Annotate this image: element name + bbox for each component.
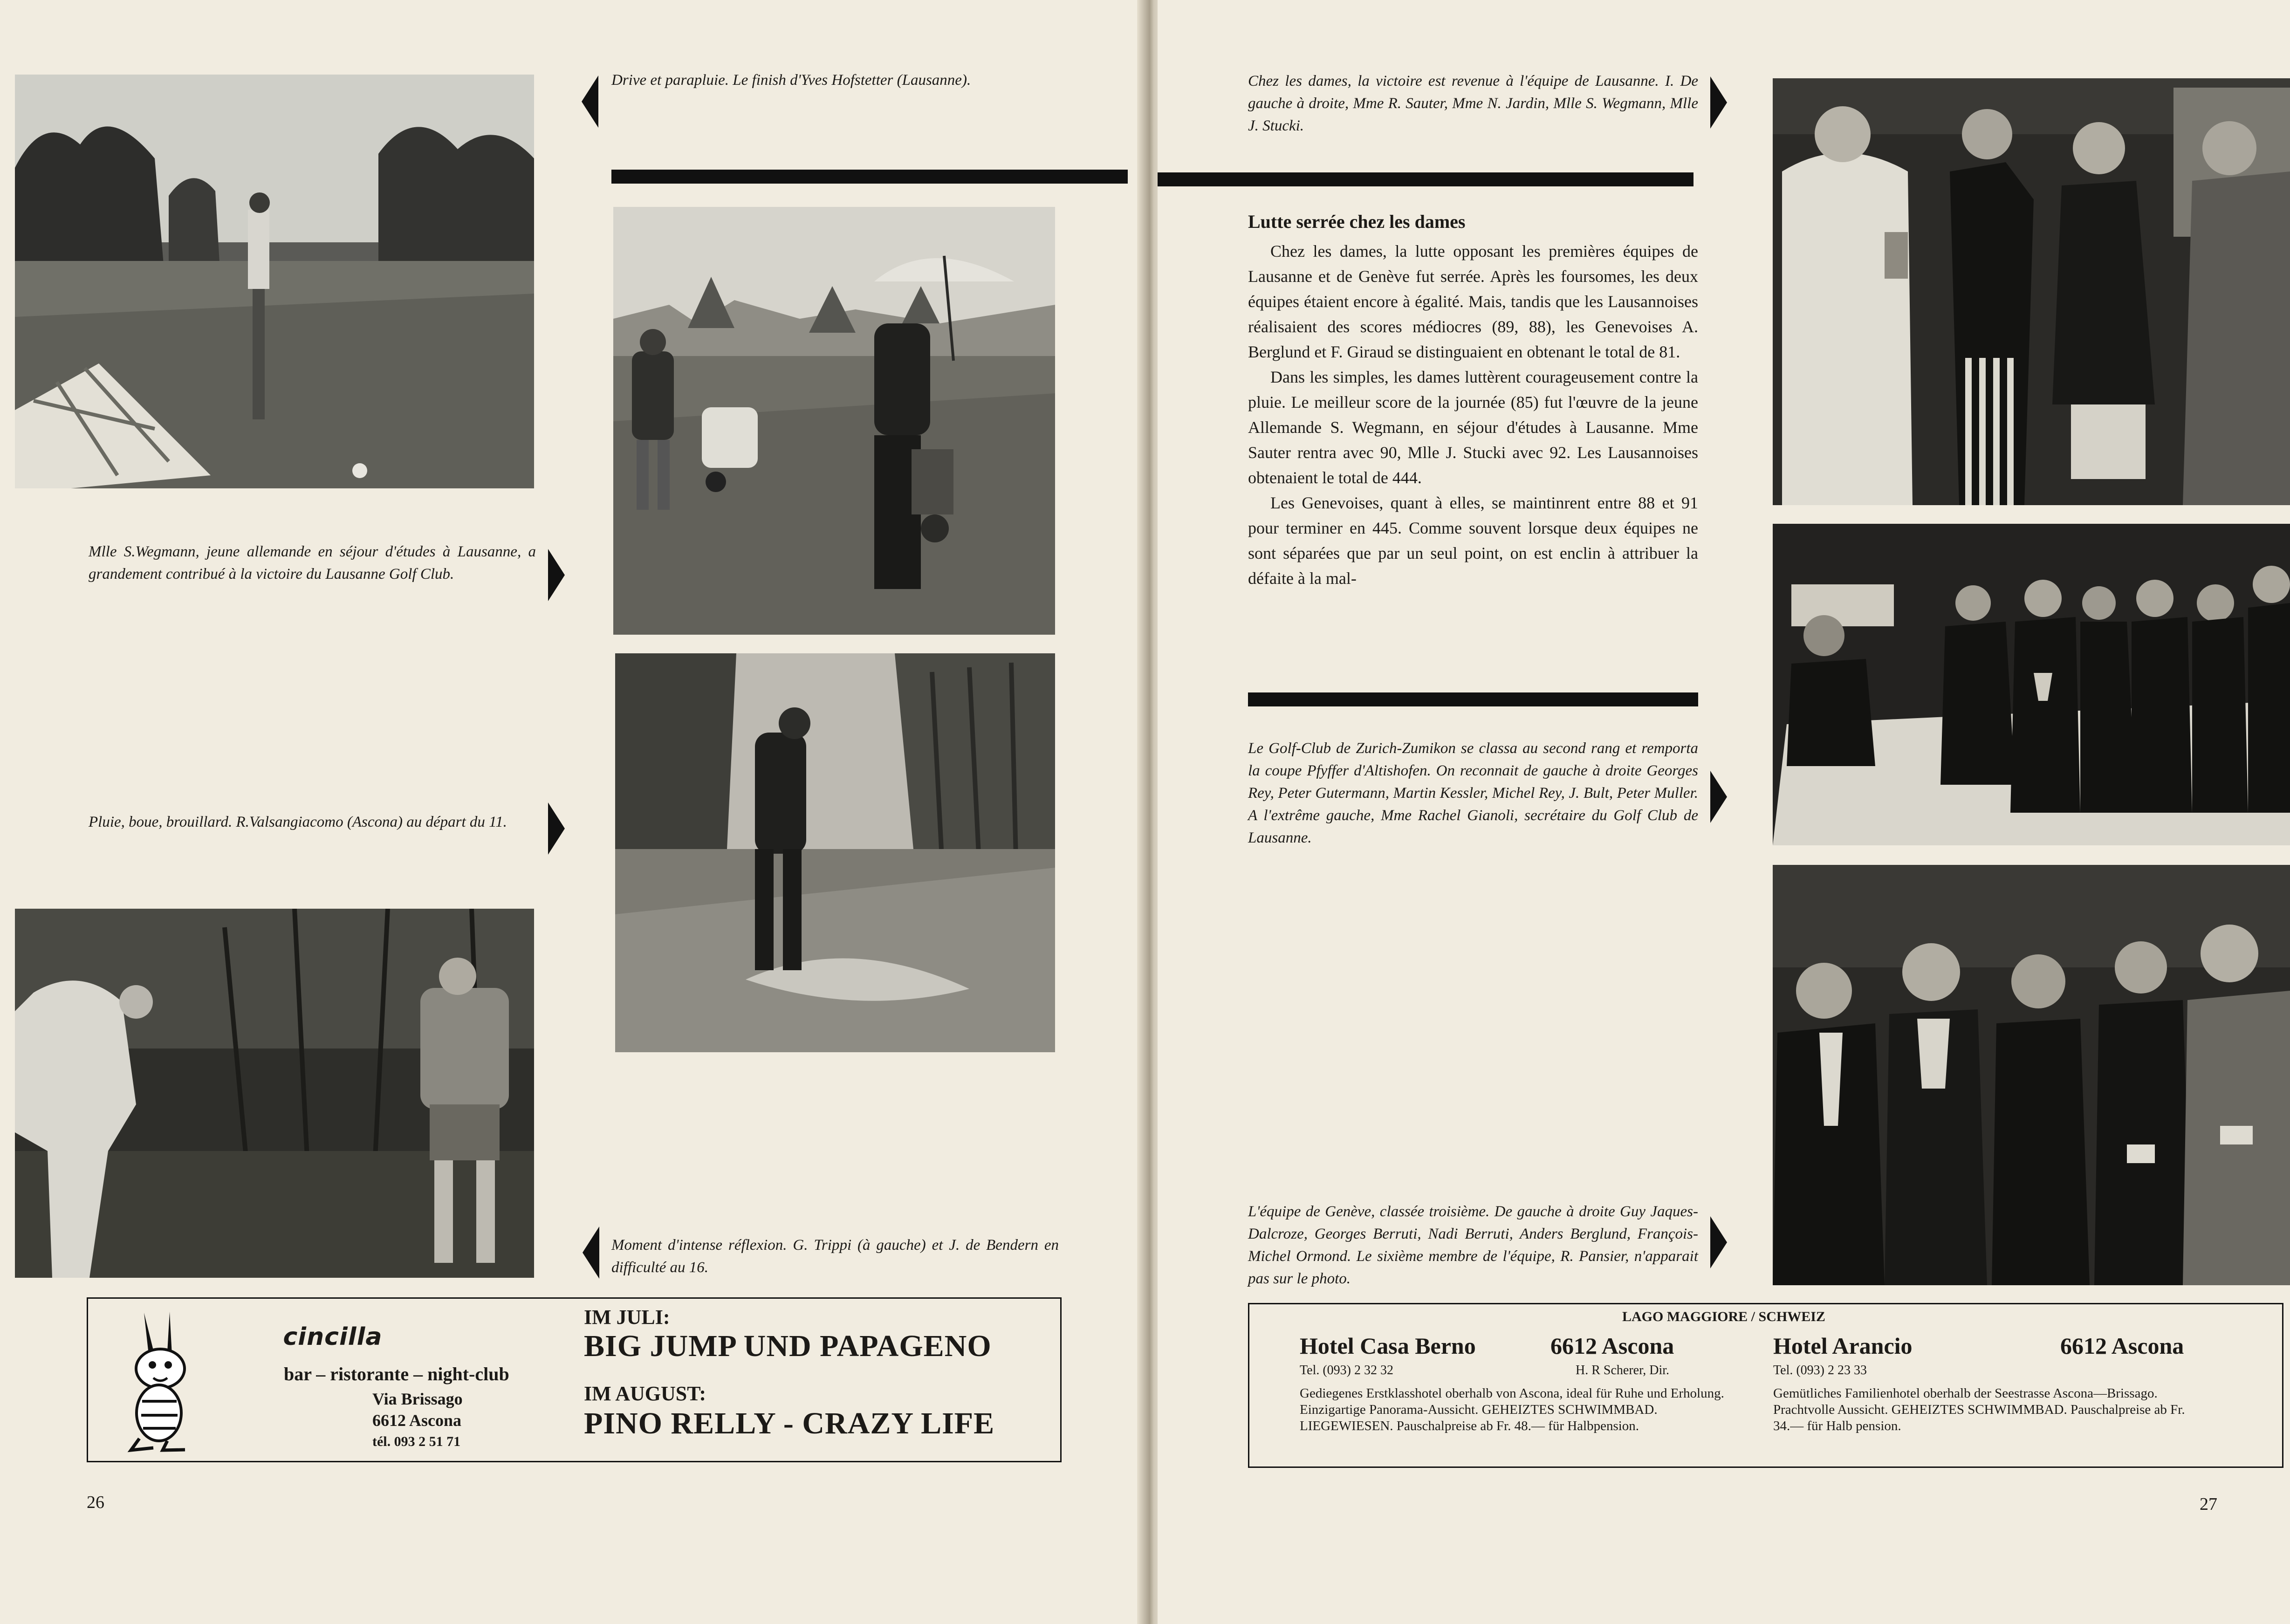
ad-cincilla <box>87 1297 1062 1462</box>
photo-golfer-umbrella <box>15 75 534 488</box>
rule-bar <box>1248 692 1698 706</box>
ad-region: LAGO MAGGIORE / SCHWEIZ <box>1622 1309 1825 1324</box>
caption-hofstetter: Drive et parapluie. Le finish d'Yves Hofstetter (Lausanne). <box>611 72 971 89</box>
hotel1-name: Hotel Casa Berno <box>1300 1333 1476 1359</box>
photo-geneve-team <box>1773 865 2290 1285</box>
caption-wegmann: Mlle S.Wegmann, jeune allemande en séjour d'études à Lausanne, a grandement contribué à la victoire du Lausanne Golf Club. <box>89 543 536 582</box>
july-act: BIG JUMP UND PAPAGENO <box>584 1329 992 1363</box>
photo-zurich-team <box>1773 524 2290 845</box>
article-title: Lutte serrée chez les dames <box>1248 211 1466 232</box>
page-number-left: 26 <box>87 1493 104 1512</box>
hotel2-city: 6612 Ascona <box>2060 1333 2184 1359</box>
caption-geneve: L'équipe de Genève, classée troisième. De gauche à droite Guy Jaques-Dalcroze, Georges Berruti, Nadi Berruti, Anders Berglund, François-Michel Ormond. Le sixième membre de l'équipe, R. Pansier, n'apparait pas sur le photo. <box>1248 1203 1698 1287</box>
page-right <box>1158 0 2290 1624</box>
hotel2-tel: Tel. (093) 2 23 33 <box>1773 1363 1867 1377</box>
article-paragraph: Les Genevoises, quant à elles, se maintinrent entre 88 et 91 pour terminer en 445. Comme souvent lorsque deux équipes ne sont séparées que par un seul point, on est enclin à attribuer la défaite à la mal- <box>1248 493 1698 588</box>
article-body <box>1248 239 1698 591</box>
august-label: IM AUGUST: <box>584 1382 706 1405</box>
caption-arrow-left <box>582 75 598 128</box>
page-number-right: 27 <box>2200 1494 2217 1514</box>
caption-arrow-right <box>1710 1216 1727 1268</box>
cincilla-city: 6612 Ascona <box>372 1411 462 1430</box>
hotel1-text: Gediegenes Erstklasshotel oberhalb von Ascona, ideal für Ruhe und Erholung. Einzigartige Panorama-Aussicht. GEHEIZTES SCHWIMMBAD. LIEGEWIESEN. Pauschalpreise ab Fr. 48.— für Halbpension. <box>1300 1386 1724 1433</box>
hotel1-tel: Tel. (093) 2 32 32 <box>1300 1363 1394 1377</box>
caption-dames-victoire: Chez les dames, la victoire est revenue à l'équipe de Lausanne. I. De gauche à droite, Mme R. Sauter, Mme N. Jardin, Mlle S. Wegmann, Mlle J. Stucki. <box>1248 73 1698 134</box>
august-act: PINO RELLY - CRAZY LIFE <box>584 1406 995 1440</box>
caption-arrow-right <box>1710 76 1727 129</box>
caption-reflexion: Moment d'intense réflexion. G. Trippi (à gauche) et J. de Bendern en difficulté au 16. <box>611 1237 1059 1276</box>
caption-arrow-left <box>583 1227 599 1279</box>
caption-valsangiacomo: Pluie, boue, brouillard. R.Valsangiacomo (Ascona) au départ du 11. <box>89 814 507 830</box>
photo-lausanne-ladies <box>1773 78 2290 505</box>
caption-arrow-right <box>548 802 565 855</box>
hotel2-text: Gemütliches Familienhotel oberhalb der Seestrasse Ascona—Brissago. Prachtvolle Aussicht. GEHEIZTES SCHWIMMBAD. Pauschalpreise ab Fr. 34.— für Halb pension. <box>1773 1386 2185 1433</box>
article-paragraph: Chez les dames, la lutte opposant les premières équipes de Lausanne et de Genève fut serrée. Après les foursomes, les deux équipes étaient encore à égalité. Mais, tandis que les Lausannoises réalisaient des scores médiocres (89, 88), les Genevoises A. Berglund et F. Giraud se distinguaient en obtenant le total de 81. <box>1248 242 1698 361</box>
photo-drive-umbrella <box>613 207 1055 635</box>
cincilla-phone: tél. 093 2 51 71 <box>372 1434 461 1449</box>
article-paragraph: Dans les simples, les dames luttèrent courageusement contre la pluie. Le meilleur score de la journée (85) fut l'œuvre de la jeune Allemande S. Wegmann, en séjour d'études à Lausanne. Mme Sauter rentra avec 90, Mlle J. Stucki avec 92. Les Lausannoises obtenaient le total de 444. <box>1248 368 1698 487</box>
cincilla-tagline: bar – ristorante – night-club <box>284 1364 509 1384</box>
photo-players-rough <box>15 909 534 1278</box>
hotel2-name: Hotel Arancio <box>1773 1333 1913 1359</box>
ad-hotels <box>1248 1303 2283 1468</box>
cincilla-logo: cincilla <box>283 1323 383 1351</box>
caption-arrow-right <box>1710 771 1727 823</box>
cincilla-street: Via Brissago <box>372 1390 463 1408</box>
photo-foggy-swing <box>615 653 1055 1052</box>
caption-zurich: Le Golf-Club de Zurich-Zumikon se classa au second rang et remporta la coupe Pfyffer d'Altishofen. On reconnait de gauche à droite Georges Rey, Peter Gutermann, Martin Kessler, Michel Rey, J. Bult, Peter Muller. A l'extrême gauche, Mme Rachel Gianoli, secrétaire du Golf Club de Lausanne. <box>1248 740 1698 846</box>
hotel1-city: 6612 Ascona <box>1550 1333 1674 1359</box>
rule-bar <box>611 170 1128 184</box>
caption-arrow-right <box>548 549 565 601</box>
rule-bar <box>1158 172 1694 186</box>
hotel1-director: H. R Scherer, Dir. <box>1576 1363 1670 1377</box>
rabbit-illustration <box>125 1308 195 1453</box>
july-label: IM JULI: <box>584 1306 670 1329</box>
